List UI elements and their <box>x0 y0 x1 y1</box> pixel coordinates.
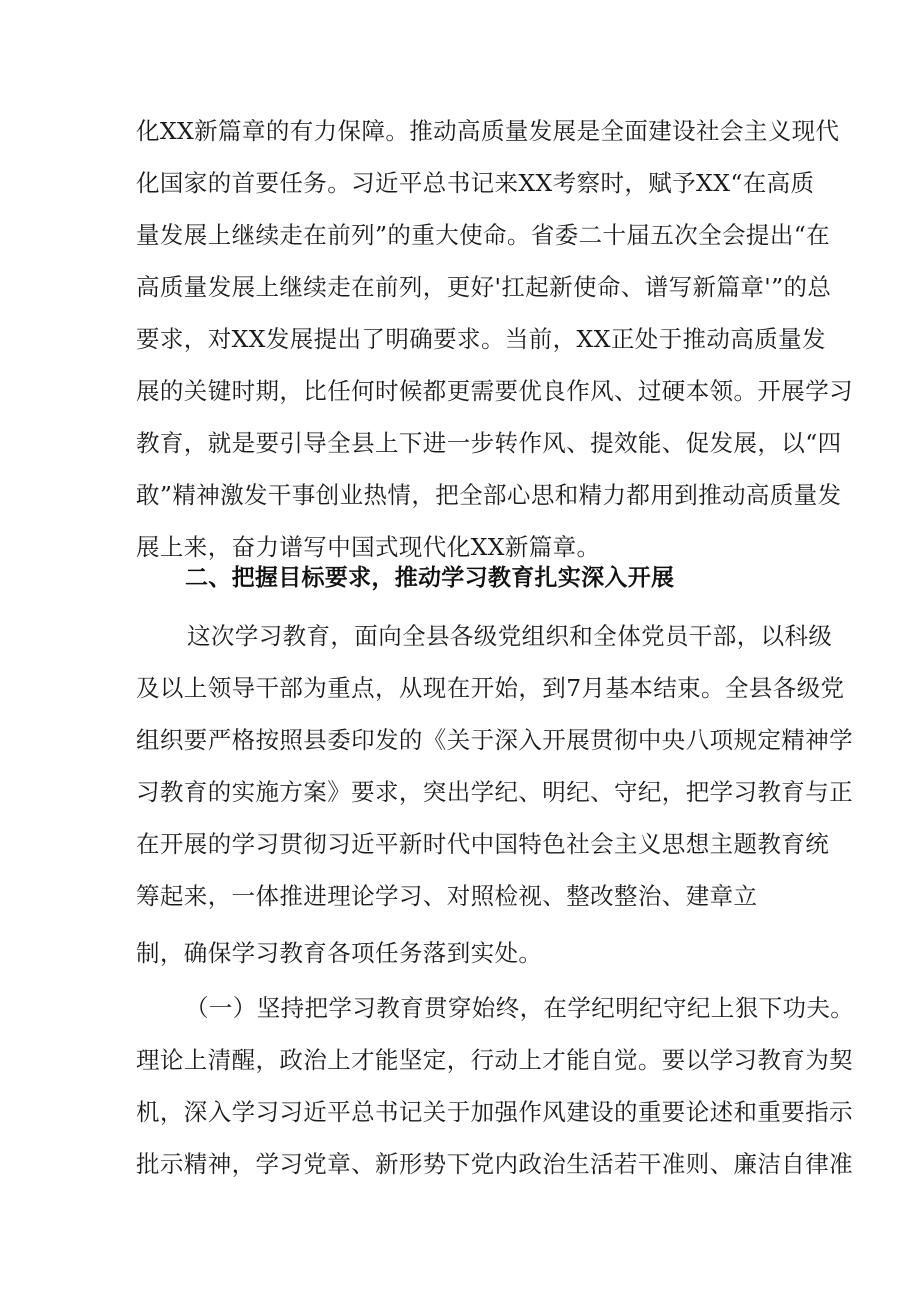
paragraph1-line-9: 展上来，奋力谱写中国式现代化XX新篇章。 <box>136 533 601 561</box>
paragraph1-line-7: 教育，就是要引导全县上下进一步转作风、提效能、促发展，以“四 <box>136 429 842 457</box>
paragraph2-line-1: 这次学习教育，面向全县各级党组织和全体党员干部，以科级 <box>187 622 833 650</box>
paragraph1-line-8: 敢”精神激发干事创业热情，把全部心思和精力都用到推动高质量发 <box>136 481 842 509</box>
paragraph2-line-3: 组织要严格按照县委印发的《关于深入开展贯彻中央八项规定精神学 <box>136 726 853 754</box>
paragraph2-line-7: 制，确保学习教育各项任务落到实处。 <box>136 939 543 967</box>
paragraph2-line-6: 筹起来，一体推进理论学习、对照检视、整改整治、建章立 <box>136 882 758 910</box>
paragraph3-line-3: 机，深入学习习近平总书记关于加强作风建设的重要论述和重要指示 <box>136 1098 853 1126</box>
paragraph1-line-5: 要求，对XX发展提出了明确要求。当前，XX正处于推动高质量发 <box>136 325 826 353</box>
paragraph1-line-1: 化XX新篇章的有力保障。推动高质量发展是全面建设社会主义现代 <box>136 117 840 145</box>
paragraph3-line-2: 理论上清醒，政治上才能坚定，行动上才能自觉。要以学习教育为契 <box>136 1046 853 1074</box>
paragraph1-line-4: 高质量发展上继续走在前列，更好'扛起新使命、谱写新篇章'”的总 <box>136 273 832 301</box>
section-heading: 二、把握目标要求，推动学习教育扎实深入开展 <box>185 565 675 591</box>
paragraph1-line-6: 展的关键时期，比任何时候都更需要优良作风、过硬本领。开展学习 <box>136 377 853 405</box>
paragraph1-line-3: 量发展上继续走在前列”的重大使命。省委二十届五次全会提出“在 <box>136 221 831 249</box>
paragraph3-line-4: 批示精神，学习党章、新形势下党内政治生活若干准则、廉洁自律准 <box>136 1150 853 1178</box>
paragraph2-line-4: 习教育的实施方案》要求，突出学纪、明纪、守纪，把学习教育与正 <box>136 778 853 806</box>
paragraph1-line-2: 化国家的首要任务。习近平总书记来XX考察时，赋予XX“在高质 <box>136 169 815 197</box>
paragraph3-line-1: （一）坚持把学习教育贯穿始终，在学纪明纪守纪上狠下功夫。 <box>185 994 855 1022</box>
paragraph2-line-5: 在开展的学习贯彻习近平新时代中国特色社会主义思想主题教育统 <box>136 830 830 858</box>
paragraph2-line-2: 及以上领导干部为重点，从现在开始，到7月基本结束。全县各级党 <box>136 674 845 702</box>
